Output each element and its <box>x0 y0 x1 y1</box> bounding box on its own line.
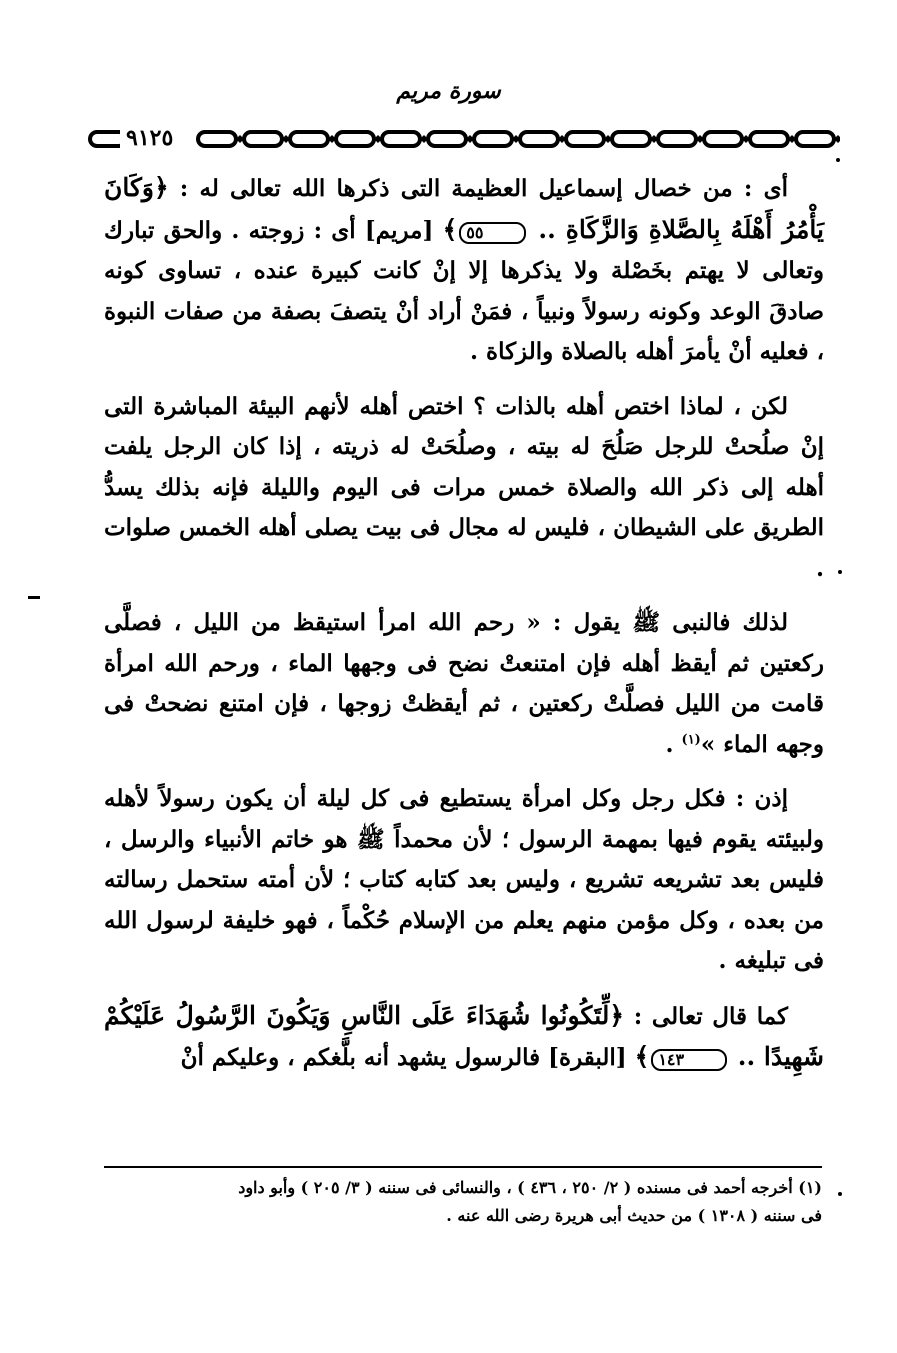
chain-link <box>290 132 328 146</box>
footnote-divider <box>104 1166 822 1168</box>
text-run: لكن ، لماذا اختص أهله بالذات ؟ اختص أهله لأنهم البيئة المباشرة التى إنْ صلُحتْ للرجل صَلُحَ له بيته ، وصلُحَتْ له ذريته ، إذا كان الرجل يلفت أهله إلى ذكر الله والصلاة خمس مرات فى اليوم والليلة فإنه بذلك يسدُّ الطريق على الشيطان ، فليس له مجال فى بيت يصلى أهله الخمس صلوات . <box>104 392 824 582</box>
scan-mark <box>28 596 40 599</box>
text-run: [مريم] أى : زوجته . والحق تبارك وتعالى لا يهتم بخَصْلة ولا يذكرها إلا إنْ كانت كبيرة عنده ، تساوى كونه صادقَ الوعد وكونه رسولاً ونبياً ، فمَنْ أراد أنْ يتصفَ بصفة من صفات النبوة ، فعليه أنْ يأمرَ أهله بالصلاة والزكاة . <box>104 216 824 365</box>
text-run: لذلك فالنبى ﷺ يقول : « رحم الله امرأ استيقظ من الليل ، فصلَّى ركعتين ثم أيقظ أهله فإن امتنعتْ نضح فى وجهها الماء ، ورحم الله امرأة قامت من الليل فصلَّتْ ركعتين ، ثم أيقظتْ زوجها ، فإن امتنع نضحتْ فى وجهه الماء » <box>104 609 824 758</box>
decorative-border <box>88 122 840 156</box>
chain-link <box>198 132 236 146</box>
paragraph <box>104 779 824 982</box>
scan-mark <box>838 1192 842 1196</box>
paragraph <box>104 603 824 765</box>
text-run: كما قال تعالى : <box>624 1002 788 1030</box>
ayah-number: ٥٥ <box>459 222 526 244</box>
chain-link <box>382 132 420 146</box>
chain-link <box>658 132 696 146</box>
footnote <box>104 1174 822 1230</box>
quran-verse: ﴾ <box>442 214 458 244</box>
paragraph <box>104 387 824 590</box>
main-text <box>104 168 824 1079</box>
surah-title: سورة مريم <box>396 78 501 104</box>
text-run: . <box>665 730 682 758</box>
chain-link <box>566 132 604 146</box>
chain-link <box>474 132 512 146</box>
ayah-number: ١٤٣ <box>651 1049 727 1071</box>
text-run: [البقرة] فالرسول يشهد أنه بلَّغكم ، وعليكم أنْ <box>180 1044 635 1071</box>
text-run: إذن : فكل رجل وكل امرأة يستطيع فى كل ليلة أن يكون رسولاً لأهله ولبيئته يقوم فيها بمهمة الرسول ؛ لأن محمداً ﷺ هو خاتم الأنبياء والرسل ، فليس بعد تشريعه تشريع ، وليس بعد كتابه كتاب ؛ لأن أمته ستحمل رسالته من بعده ، وكل مؤمن منهم يعلم من الإسلام حُكْماً ، فهو خليفة لرسول الله فى تبليغه . <box>104 785 824 974</box>
footnote-ref: (١) <box>681 731 701 747</box>
chain-link <box>428 132 466 146</box>
text-run: أى : من خصال إسماعيل العظيمة التى ذكرها الله تعالى له : <box>168 175 788 202</box>
chain-link <box>336 132 374 146</box>
scan-mark <box>836 158 840 162</box>
quran-verse: ﴾ <box>634 1042 650 1071</box>
quran-verse: ﴿وَكَانَ يَأْمُرُ أَهْلَهُ بِالصَّلاةِ وَالزَّكَاةِ .. <box>104 173 824 244</box>
chain-link <box>796 132 834 146</box>
paragraph <box>104 168 824 373</box>
quran-verse: ﴿لِّتَكُونُوا شُهَدَاءَ عَلَى النَّاسِ وَيَكُونَ الرَّسُولُ عَلَيْكُمْ شَهِيدًا .. <box>104 1000 824 1071</box>
paragraph <box>104 996 824 1079</box>
footnote-line: (١) أخرجه أحمد فى مسنده ( ٢/ ٢٥٠ ، ٤٣٦ ) ، والنسائى فى سننه ( ٣/ ٢٠٥ ) وأبو داود <box>238 1178 822 1197</box>
chain-link <box>520 132 558 146</box>
chain-link <box>750 132 788 146</box>
chain-link <box>612 132 650 146</box>
page-number: ٩١٢٥ <box>120 124 179 152</box>
scan-mark <box>838 570 842 574</box>
chain-link <box>704 132 742 146</box>
chain-link <box>244 132 282 146</box>
footnote-line: فى سننه ( ١٣٠٨ ) من حديث أبى هريرة رضى الله عنه . <box>446 1206 822 1225</box>
